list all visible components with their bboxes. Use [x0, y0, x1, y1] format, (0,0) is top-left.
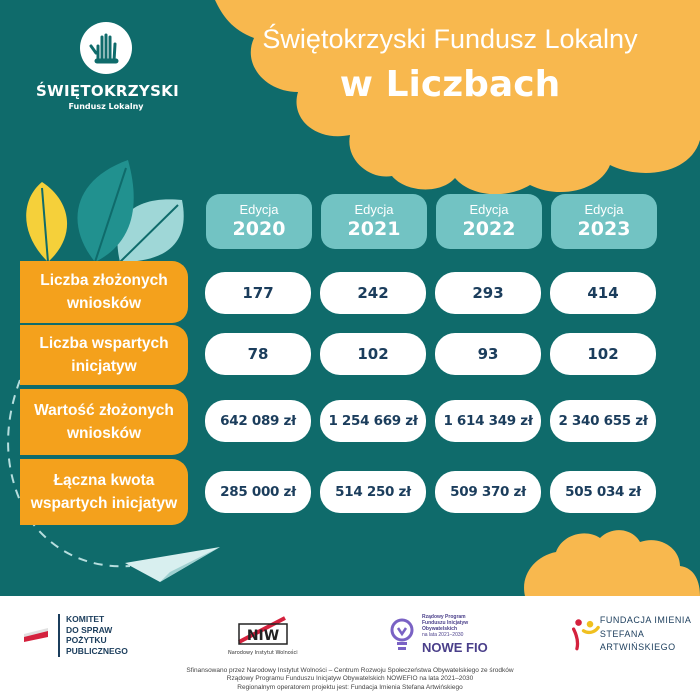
table-cell: 102: [320, 333, 426, 375]
table-cell: 293: [435, 272, 541, 314]
table-cell: 505 034 zł: [550, 471, 656, 513]
komitet-logo: KOMITET DO SPRAW POŻYTKU PUBLICZNEGO: [24, 614, 128, 657]
page-subtitle: w Liczbach: [339, 64, 561, 105]
table-cell: 414: [550, 272, 656, 314]
logo-subtitle: Fundusz Lokalny: [68, 102, 144, 111]
edition-year: 2021: [347, 218, 401, 240]
table-cell: 514 250 zł: [320, 471, 426, 513]
niw-mark-icon: [233, 614, 293, 648]
fundacja-logo: FUNDACJA IMIENIA STEFANA ARTWIŃSKIEGO: [572, 614, 700, 655]
table-cell: 177: [205, 272, 311, 314]
nowe-fio-logo: Rządowy Program Funduszu Inicjatyw Obywatelskich na lata 2021–2030 NOWE FIO: [388, 614, 488, 655]
row-label-total-support: Łączna kwota wspartych inicjatyw: [20, 459, 188, 525]
funding-disclaimer: Sfinansowano przez Narodowy Instytut Wolności – Centrum Rozwoju Społeczeństwa Obywatelskiego ze środków Rządowy Programu Funduszu Inicjatyw Obywatelskich NOWEFIO na lata 2021–2030 Regionalnym operatorem projektu jest: Fundacja Imienia Stefana Artwińskiego: [186, 667, 514, 691]
organization-logo: [36, 22, 179, 111]
row-label-applications-value: Wartość złożonych wniosków: [20, 389, 188, 455]
table-cell: 1 254 669 zł: [320, 400, 426, 442]
column-header-2021: [321, 194, 427, 249]
table-cell: 78: [205, 333, 311, 375]
edition-label: Edycja: [584, 202, 624, 217]
row-label-submitted-applications: Liczba złożonych wniosków: [20, 261, 188, 323]
niw-logo: [228, 614, 298, 656]
table-cell: 2 340 655 zł: [550, 400, 656, 442]
edition-label: Edycja: [469, 202, 509, 217]
edition-year: 2023: [577, 218, 631, 240]
niw-subtitle: Narodowy Instytut Wolności: [228, 650, 298, 656]
edition-year: 2020: [232, 218, 286, 240]
column-header-2023: [551, 194, 657, 249]
table-cell: 102: [550, 333, 656, 375]
edition-year: 2022: [462, 218, 516, 240]
polish-flag-icon: [24, 628, 48, 642]
column-header-2020: [206, 194, 312, 249]
svg-text:NIW: NIW: [246, 628, 279, 644]
row-label-supported-initiatives: Liczba wspartych inicjatyw: [20, 325, 188, 385]
leaf-yellow: [26, 182, 67, 262]
nowe-fio-title: NOWE FIO: [422, 640, 488, 655]
table-cell: 1 614 349 zł: [435, 400, 541, 442]
table-cell: 285 000 zł: [205, 471, 311, 513]
edition-label: Edycja: [239, 202, 279, 217]
table-cell: 509 370 zł: [435, 471, 541, 513]
table-cell: 93: [435, 333, 541, 375]
table-cell: 242: [320, 272, 426, 314]
page-title: Świętokrzyski Fundusz Lokalny: [262, 24, 638, 54]
logo-name: ŚWIĘTOKRZYSKI: [36, 82, 179, 100]
bulb-icon: [388, 618, 416, 652]
edition-label: Edycja: [354, 202, 394, 217]
table-cell: 642 089 zł: [205, 400, 311, 442]
column-header-2022: [436, 194, 542, 249]
hand-icon: [80, 22, 132, 74]
people-icon: [572, 614, 600, 654]
